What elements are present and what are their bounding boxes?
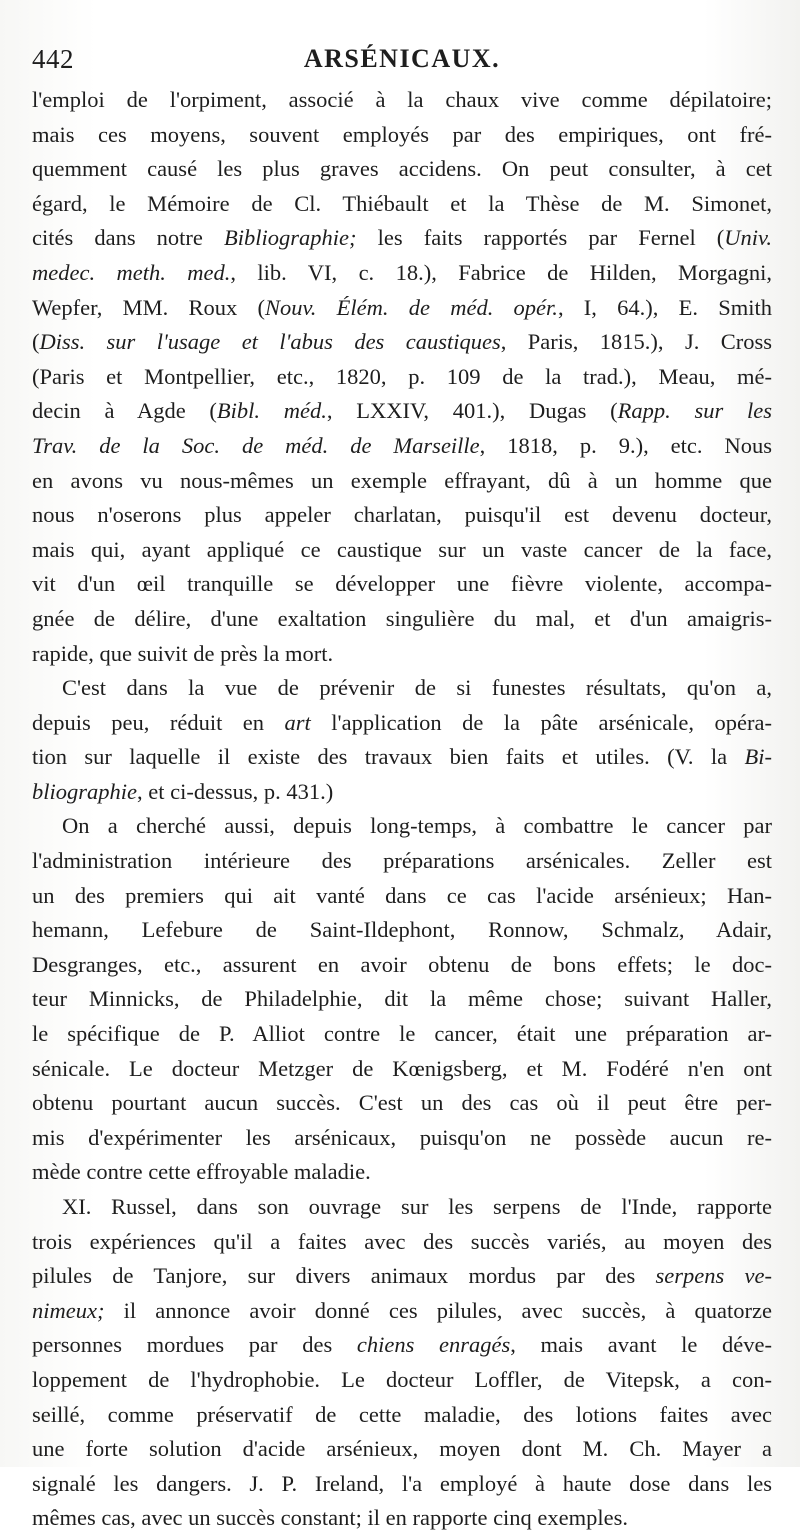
text-line [32, 256, 772, 291]
text-run: hemann, Lefebure de Saint-Ildephont, Ronnow, Schmalz, Adair, [32, 917, 772, 943]
text-line [32, 1501, 772, 1536]
text-run: l'emploi de l'orpiment, associé à la chaux vive comme dépilatoire; [32, 87, 772, 112]
text-run: , mais avant le déve- [510, 1332, 772, 1358]
text-line [32, 325, 772, 360]
text-line [32, 913, 772, 948]
text-line [32, 1121, 772, 1156]
text-run: obtenu pourtant aucun succès. C'est un des cas où il peut être per- [32, 1090, 772, 1116]
text-run: ( [32, 329, 40, 355]
text-line [32, 291, 772, 326]
text-run: rapide, que suivit de près la mort. [32, 640, 334, 666]
italic-text-run: Trav. de la Soc. de méd. de Marseille [32, 432, 480, 458]
text-run: sénicale. Le docteur Metzger de Kœnigsberg, et M. Fodéré n'en ont [32, 1055, 772, 1081]
text-line [32, 1155, 772, 1190]
text-run: , et ci-dessus, p. 431.) [137, 778, 334, 804]
text-line [32, 1052, 772, 1087]
italic-text-run: bliographie [32, 778, 137, 804]
text-line [32, 221, 772, 256]
text-line [32, 567, 772, 602]
italic-text-run: art [284, 709, 311, 735]
text-run: le spécifique de P. Alliot contre le cancer, était une préparation ar- [32, 1021, 772, 1047]
text-line [32, 1017, 772, 1052]
text-run: il annonce avoir donné ces pilules, avec succès, à quatorze [104, 1297, 772, 1323]
page-number: 442 [32, 44, 74, 74]
italic-text-run: Bi- [744, 744, 772, 770]
text-run: , 1818, p. 9.), etc. Nous [479, 432, 772, 458]
text-run: mède contre cette effroyable maladie. [32, 1159, 371, 1185]
text-run: quemment causé les plus graves accidens. On peut consulter, à cet [32, 156, 772, 182]
text-run: On a cherché aussi, depuis long-temps, à combattre le cancer par [62, 813, 772, 839]
text-line [32, 740, 772, 775]
text-line [32, 83, 772, 118]
text-line [32, 1086, 772, 1121]
text-line [32, 498, 772, 533]
text-line [32, 844, 772, 879]
text-run: , Paris, 1815.), J. Cross [500, 329, 772, 355]
text-line [32, 533, 772, 568]
text-run: l'application de la pâte arsénicale, opéra- [310, 709, 772, 735]
italic-text-run: serpens ve- [655, 1263, 772, 1289]
text-line [32, 1259, 772, 1294]
text-run: mis d'expérimenter les arsénicaux, puisqu'on ne possède aucun re- [32, 1124, 772, 1150]
text-run: , I, 64.), E. Smith [557, 294, 772, 320]
text-run: C'est dans la vue de prévenir de si funestes résultats, qu'on a, [62, 675, 772, 701]
text-line [32, 118, 772, 153]
text-run: signalé les dangers. J. P. Ireland, l'a employé à haute dose dans les [32, 1470, 772, 1496]
text-line [32, 1467, 772, 1502]
text-run: les faits rapportés par Fernel ( [356, 225, 725, 251]
page-header [32, 42, 772, 82]
text-line [32, 1328, 772, 1363]
text-run: nous n'oserons plus appeler charlatan, puisqu'il est devenu docteur, [32, 502, 772, 528]
text-run: seillé, comme préservatif de cette maladie, des lotions faites avec [32, 1401, 772, 1427]
text-run: l'administration intérieure des préparations arsénicales. Zeller est [32, 848, 772, 874]
text-line [32, 360, 772, 395]
italic-text-run: chiens enragés [356, 1332, 511, 1358]
text-run: loppement de l'hydrophobie. Le docteur Loffler, de Vitepsk, a con- [32, 1366, 772, 1392]
text-run: , lib. VI, c. 18.), Fabrice de Hilden, Morgagni, [230, 259, 772, 285]
running-title: ARSÉNICAUX. [303, 44, 501, 73]
italic-text-run: Bibl. méd. [216, 398, 327, 424]
text-run: en avons vu nous-mêmes un exemple effrayant, dû à un homme que [32, 467, 772, 493]
text-line [32, 1432, 772, 1467]
text-run: pilules de Tanjore, sur divers animaux mordus par des [32, 1263, 656, 1289]
text-line [32, 1363, 772, 1398]
text-line [32, 948, 772, 983]
text-line [32, 1398, 772, 1433]
text-run: gnée de délire, d'une exaltation singulière du mal, et d'un amaigris- [32, 605, 772, 631]
text-line [32, 187, 772, 222]
italic-text-run: Rapp. sur les [617, 398, 773, 424]
text-line [32, 464, 772, 499]
text-line [32, 394, 772, 429]
italic-text-run: nimeux; [32, 1297, 105, 1323]
text-run: , LXXIV, 401.), Dugas ( [326, 398, 618, 424]
text-run: XI. Russel, dans son ouvrage sur les serpens de l'Inde, rapporte [62, 1194, 772, 1219]
text-line [32, 809, 772, 844]
text-line [32, 152, 772, 187]
text-line [32, 1190, 772, 1225]
text-run: mêmes cas, avec un succès constant; il en rapporte cinq exemples. [32, 1505, 629, 1531]
text-line [32, 1225, 772, 1260]
text-line [32, 671, 772, 706]
italic-text-run: Nouv. Élém. de méd. opér. [264, 294, 558, 320]
italic-text-run: Bibliographie; [224, 225, 357, 251]
text-run: mais ces moyens, souvent employés par des empiriques, ont fré- [32, 121, 772, 147]
italic-text-run: Univ. [724, 225, 772, 251]
text-line [32, 637, 772, 672]
text-run: trois expériences qu'il a faites avec des succès variés, au moyen des [32, 1228, 772, 1254]
text-run: tion sur laquelle il existe des travaux bien faits et utiles. (V. la [32, 744, 745, 770]
text-run: decin à Agde ( [32, 398, 217, 424]
text-run: cités dans notre [32, 225, 225, 251]
text-run: depuis peu, réduit en [32, 709, 285, 735]
text-run: (Paris et Montpellier, etc., 1820, p. 109 de la trad.), Meau, mé- [32, 363, 772, 389]
text-line [32, 982, 772, 1017]
text-run: teur Minnicks, de Philadelphie, dit la même chose; suivant Haller, [32, 986, 772, 1012]
text-line [32, 879, 772, 914]
text-run: égard, le Mémoire de Cl. Thiébault et la Thèse de M. Simonet, [32, 190, 772, 216]
body-text [32, 83, 772, 1536]
text-run: mais qui, ayant appliqué ce caustique sur un vaste cancer de la face, [32, 536, 772, 562]
text-line [32, 706, 772, 741]
text-run: une forte solution d'acide arsénieux, moyen dont M. Ch. Mayer a [32, 1436, 772, 1462]
text-run: Wepfer, MM. Roux ( [32, 294, 265, 320]
text-line [32, 429, 772, 464]
text-run: Desgranges, etc., assurent en avoir obtenu de bons effets; le doc- [32, 951, 772, 977]
text-run: personnes mordues par des [32, 1332, 357, 1358]
italic-text-run: Diss. sur l'usage et l'abus des caustiques [39, 329, 501, 355]
italic-text-run: medec. meth. med. [32, 259, 231, 285]
text-run: un des premiers qui ait vanté dans ce cas l'acide arsénieux; Han- [32, 882, 772, 908]
text-run: vit d'un œil tranquille se développer une fièvre violente, accompa- [32, 571, 772, 597]
text-line [32, 775, 772, 810]
text-line [32, 602, 772, 637]
text-line [32, 1294, 772, 1329]
